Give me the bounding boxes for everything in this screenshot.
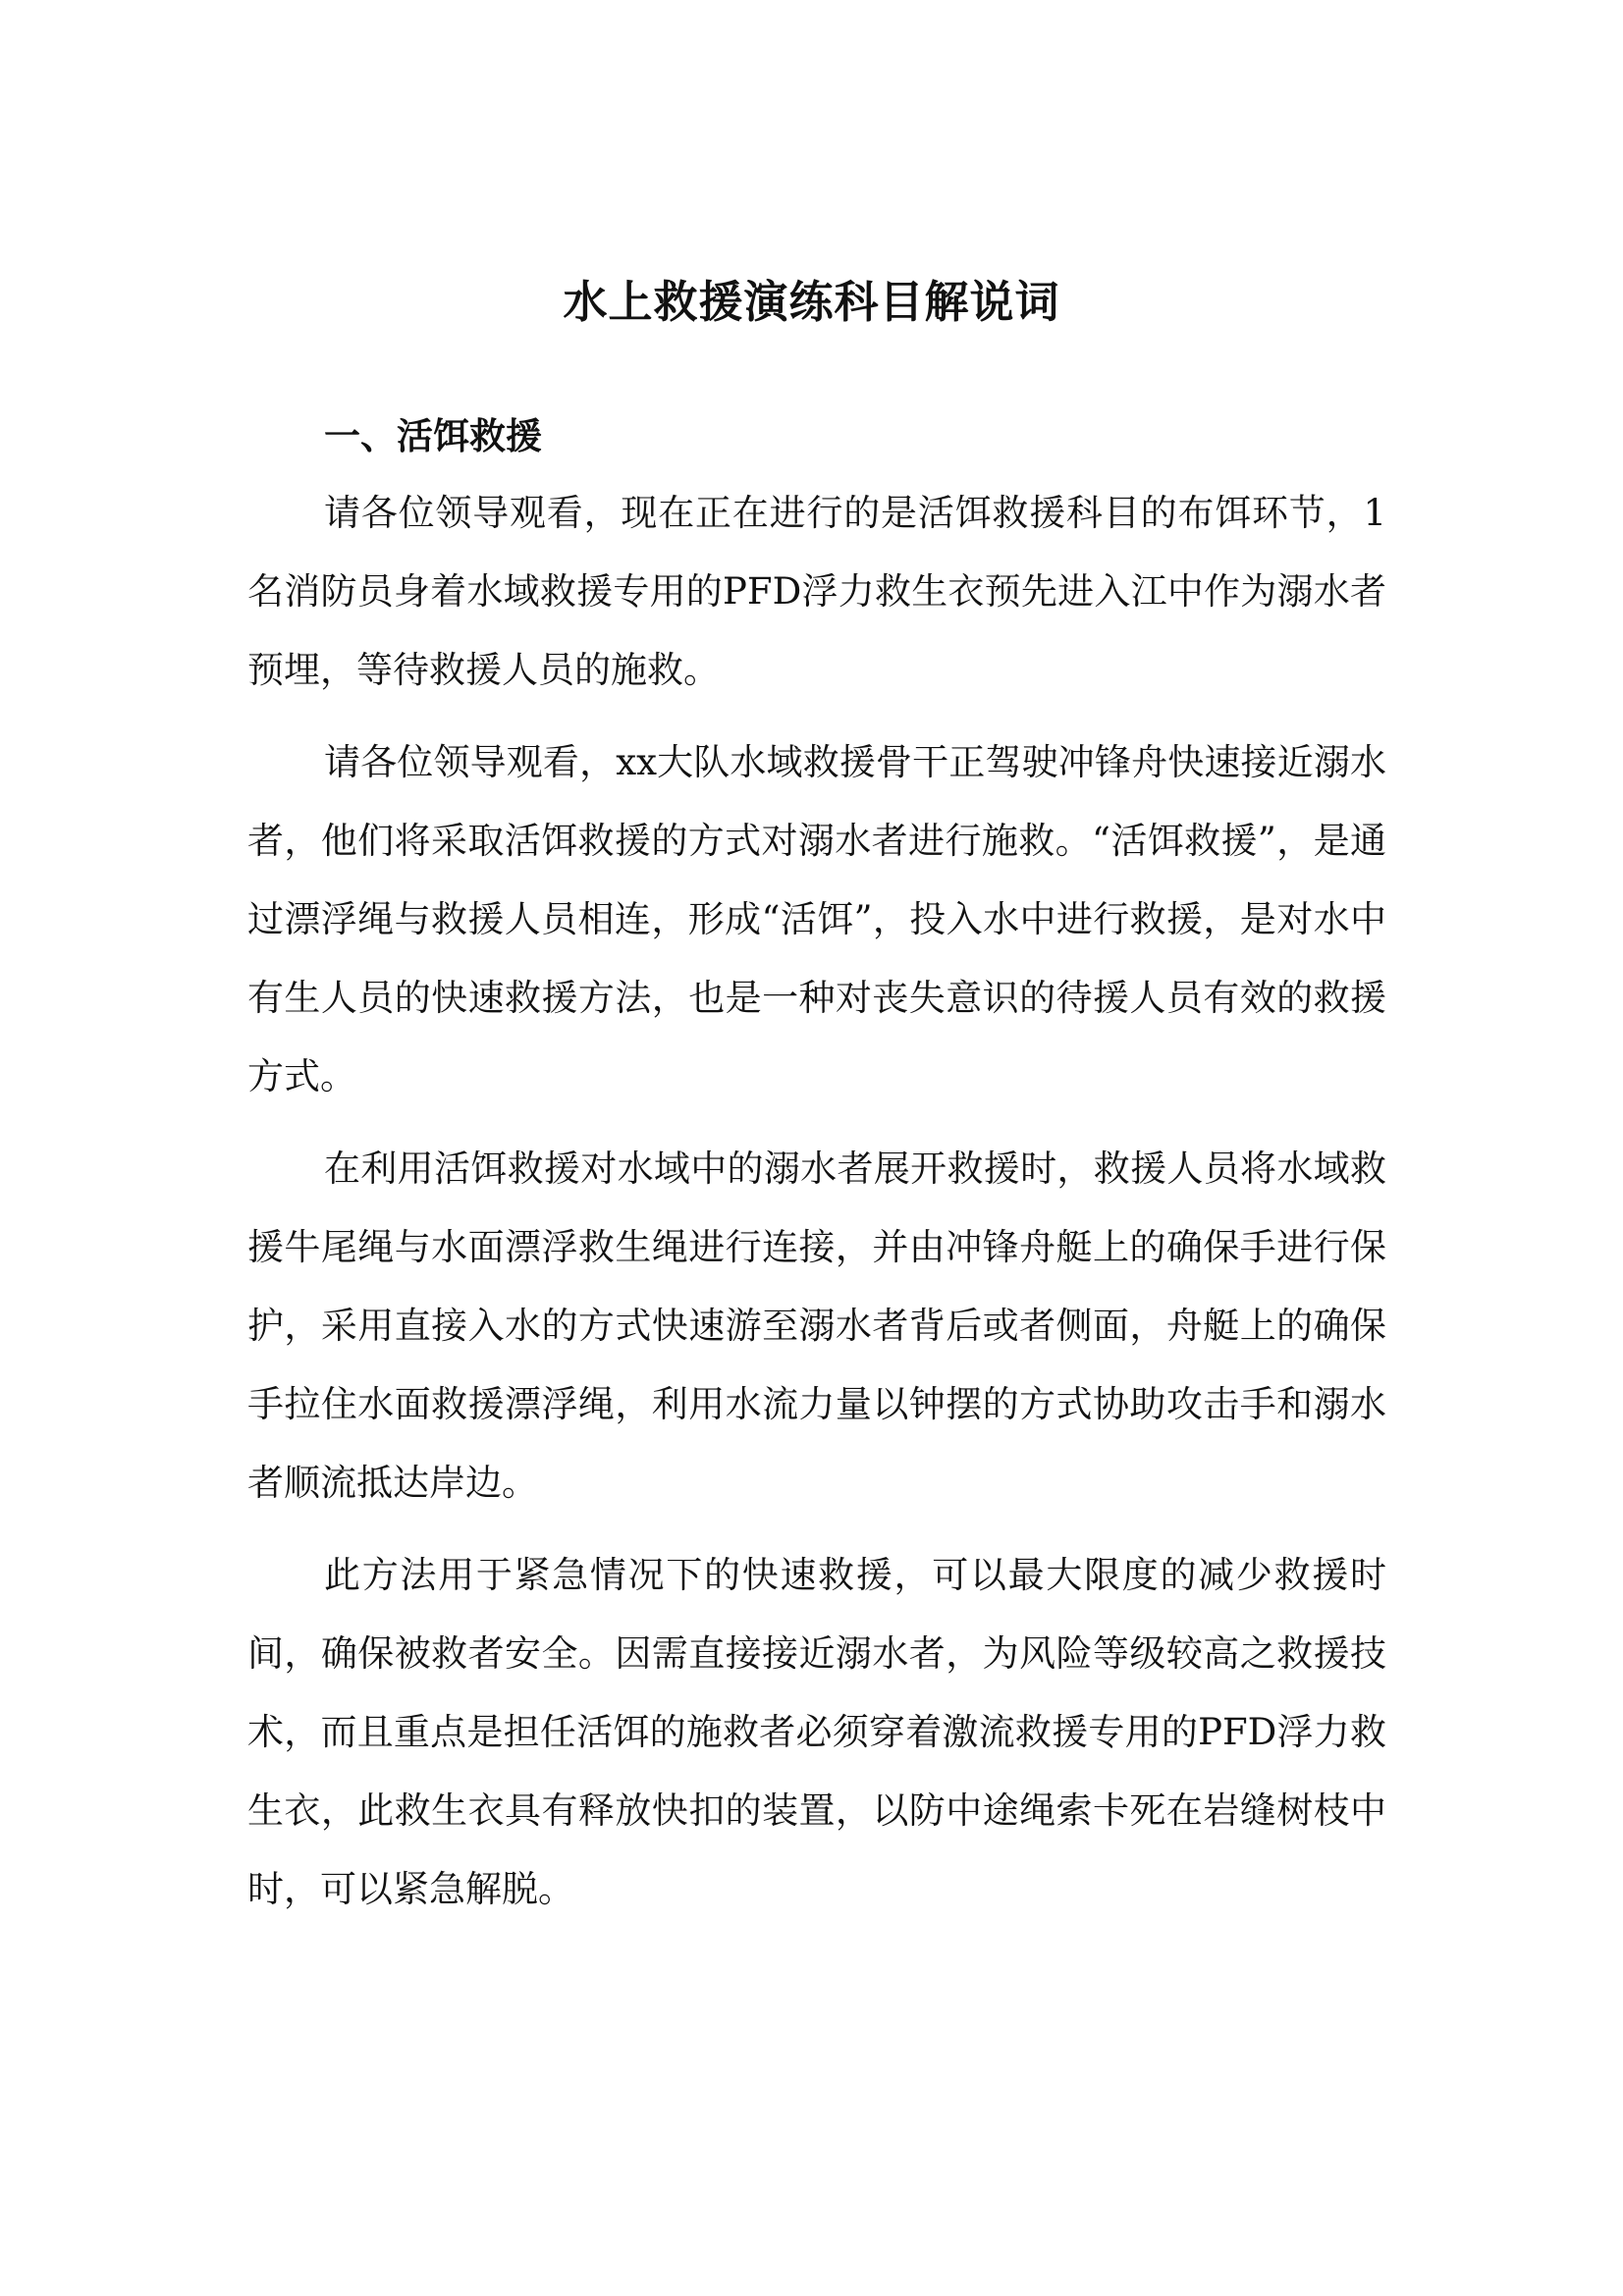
paragraph-3: 在利用活饵救援对水域中的溺水者展开救援时，救援人员将水域救援牛尾绳与水面漂浮救生绳进行连接，并由冲锋舟艇上的确保手进行保护，采用直接入水的方式快速游至溺水者背后或者侧面，舟艇上的确保手拉住水面救援漂浮绳，利用水流力量以钟摆的方式协助攻击手和溺水者顺流抵达岸边。 bbox=[247, 1148, 1386, 1504]
paragraph-1: 请各位领导观看，现在正在进行的是活饵救援科目的布饵环节，1名消防员身着水域救援专用的PFD浮力救生衣预先进入江中作为溺水者预埋，等待救援人员的施救。 bbox=[247, 492, 1386, 691]
section-heading: 一、活饵救援 bbox=[324, 415, 542, 457]
paragraph-2: 请各位领导观看，xx大队水域救援骨干正驾驶冲锋舟快速接近溺水者，他们将采取活饵救援的方式对溺水者进行施救。“活饵救援”，是通过漂浮绳与救援人员相连，形成“活饵”，投入水中进行救援，是对水中有生人员的快速救援方法，也是一种对丧失意识的待援人员有效的救援方式。 bbox=[247, 741, 1386, 1097]
document-title: 水上救援演练科目解说词 bbox=[563, 276, 1060, 328]
document-body bbox=[247, 407, 1386, 1943]
paragraph-4: 此方法用于紧急情况下的快速救援，可以最大限度的减少救援时间，确保被救者安全。因需直接接近溺水者，为风险等级较高之救援技术，而且重点是担任活饵的施救者必须穿着激流救援专用的PFD浮力救生衣，此救生衣具有释放快扣的装置，以防中途绳索卡死在岩缝树枝中时，可以紧急解脱。 bbox=[247, 1554, 1386, 1910]
